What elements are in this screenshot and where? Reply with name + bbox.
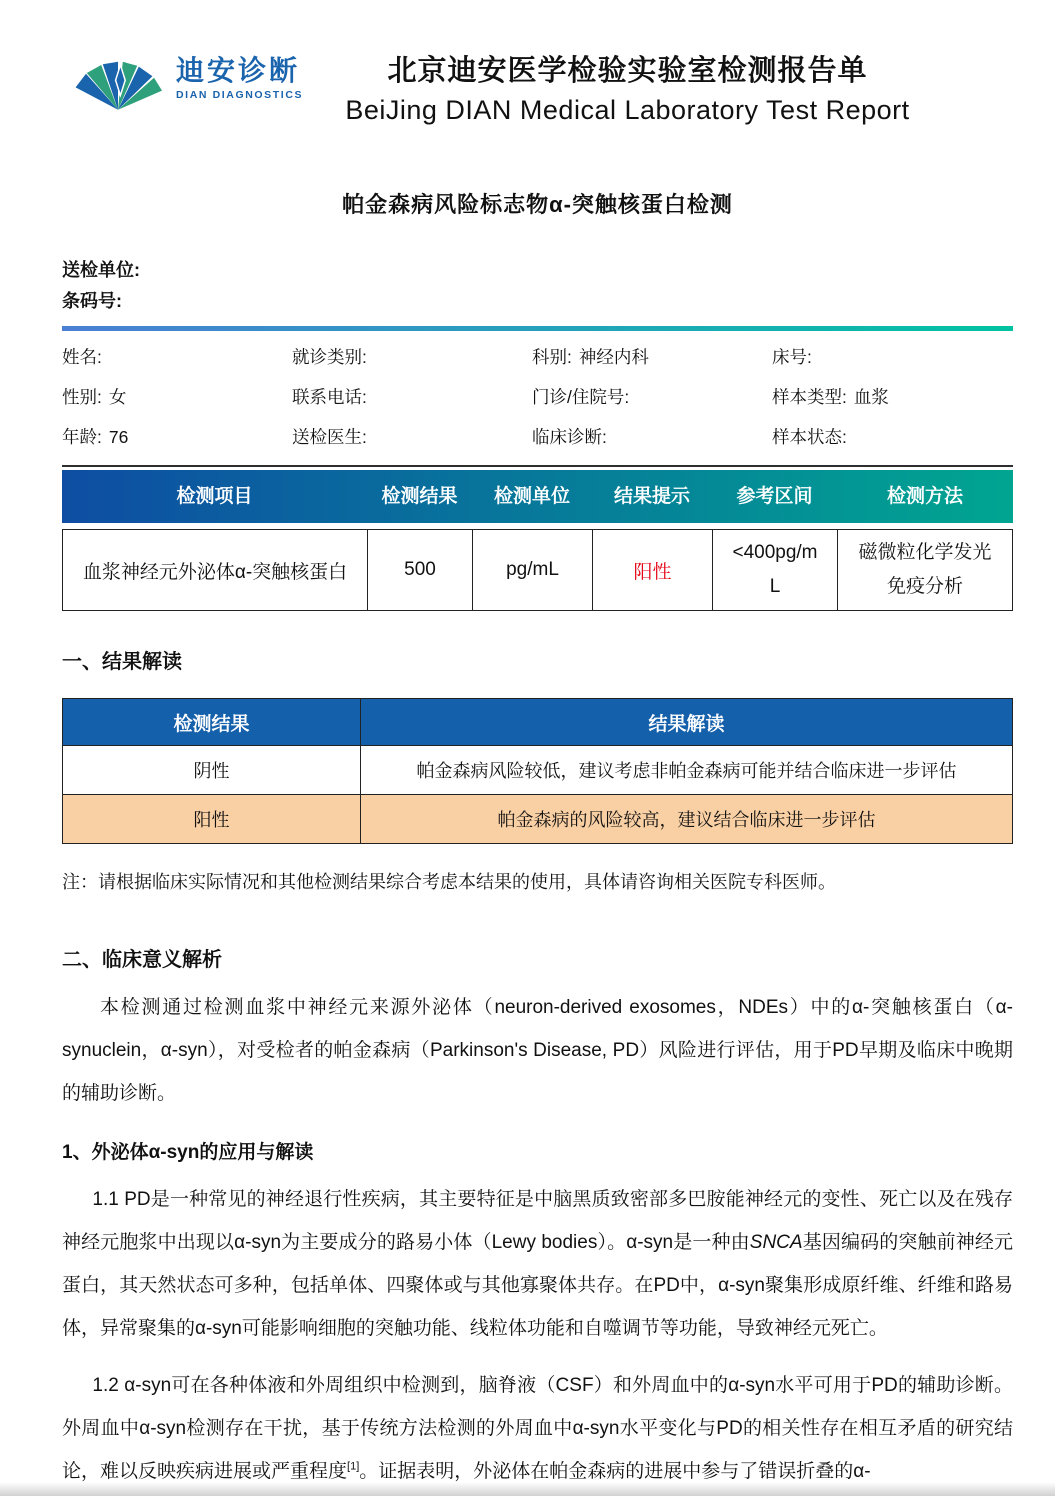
field-department: 科别: 神经内科 bbox=[532, 347, 649, 367]
field-sample-status: 样本状态: bbox=[772, 427, 847, 447]
itp-col-result: 检测结果 bbox=[63, 699, 361, 746]
meta-block bbox=[62, 255, 1013, 317]
section2-heading: 二、临床意义解析 bbox=[62, 948, 222, 971]
subsection1-heading: 1、外泌体α-syn的应用与解读 bbox=[62, 1141, 314, 1163]
result-note: 注：请根据临床实际情况和其他检测结果综合考虑本结果的使用，具体请咨询相关医院专科医师。 bbox=[62, 872, 836, 892]
section1-heading: 一、结果解读 bbox=[62, 651, 182, 673]
col-test-item: 检测项目 bbox=[176, 486, 253, 507]
field-outpatient-no: 门诊/住院号: bbox=[532, 387, 630, 407]
barcode-label: 条码号: bbox=[62, 291, 122, 311]
col-test-unit: 检测单位 bbox=[493, 486, 570, 507]
itp-text-positive: 帕金森病的风险较高，建议结合临床进一步评估 bbox=[361, 795, 1013, 844]
sender-unit-label: 送检单位: bbox=[62, 260, 140, 280]
gradient-divider bbox=[62, 326, 1013, 331]
col-result-hint: 结果提示 bbox=[613, 486, 690, 507]
result-method: 磁微粒化学发光免疫分析 bbox=[838, 530, 1013, 611]
result-unit: pg/mL bbox=[473, 530, 593, 611]
field-referring-doctor: 送检医生: bbox=[292, 427, 367, 447]
paragraph-1-2: 1.2 α-syn可在各种体液和外周组织中检测到，脑脊液（CSF）和外周血中的α-syn水平可用于PD的辅助诊断。外周血中α-syn检测存在干扰，基于传统方法检测的外周血中α-syn水平变化与PD的相关性存在相互矛盾的研究结论，难以反映疾病进展或严重程度[1]。证据表明，外泌体在帕金森病的进展中参与了错误折叠的α- bbox=[62, 1374, 1013, 1482]
result-table bbox=[62, 529, 1013, 611]
result-value: 500 bbox=[368, 530, 473, 611]
dian-fan-icon bbox=[70, 56, 166, 114]
itp-text-negative: 帕金森病风险较低，建议考虑非帕金森病可能并结合临床进一步评估 bbox=[361, 746, 1013, 795]
result-hint: 阳性 bbox=[593, 530, 713, 611]
interpretation-table bbox=[62, 698, 1013, 844]
interpretation-row-negative bbox=[63, 746, 1013, 795]
citation-1: [1] bbox=[347, 1460, 360, 1473]
result-row bbox=[63, 530, 1013, 611]
field-age: 年龄: 76 bbox=[62, 427, 129, 447]
logo-name-en: DIAN DIAGNOSTICS bbox=[176, 88, 304, 101]
report-title-en: BeiJing DIAN Medical Laboratory Test Report bbox=[345, 95, 910, 126]
gene-name-snca: SNCA bbox=[749, 1231, 803, 1253]
itp-result-positive: 阳性 bbox=[63, 795, 361, 844]
field-bed-no: 床号: bbox=[772, 347, 812, 367]
field-phone: 联系电话: bbox=[292, 387, 367, 407]
result-reference: <400pg/mL bbox=[713, 530, 838, 611]
report-header bbox=[62, 52, 1013, 162]
page-edge-shadow bbox=[0, 1482, 1055, 1496]
col-reference-range: 参考区间 bbox=[736, 486, 813, 507]
report-subtitle: 帕金森病风险标志物α-突触核蛋白检测 bbox=[342, 192, 733, 217]
col-test-method: 检测方法 bbox=[886, 486, 963, 507]
interpretation-header-row bbox=[63, 699, 1013, 746]
col-test-result: 检测结果 bbox=[381, 486, 458, 507]
report-title-cn: 北京迪安医学检验实验室检测报告单 bbox=[387, 55, 868, 87]
itp-result-negative: 阴性 bbox=[63, 746, 361, 795]
dian-logo bbox=[70, 56, 303, 114]
result-table-header bbox=[62, 470, 1013, 523]
itp-col-interpretation: 结果解读 bbox=[361, 699, 1013, 746]
paragraph-1-1: 1.1 PD是一种常见的神经退行性疾病，其主要特征是中脑黑质致密部多巴胺能神经元的变性、死亡以及在残存神经元胞浆中出现以α-syn为主要成分的路易小体（Lewy bodies）。α-syn是一种由SNCA基因编码的突触前神经元蛋白，其天然状态可多种，包括单体、四聚体或与其他寡聚体共存。在PD中，α-syn聚集形成原纤维、纤维和路易体，异常聚集的α-syn可能影响细胞的突触功能、线粒体功能和自噬调节等功能，导致神经元死亡。 bbox=[62, 1188, 1013, 1339]
field-sex: 性别: 女 bbox=[62, 387, 127, 407]
section2-intro: 本检测通过检测血浆中神经元来源外泌体（neuron-derived exosomes，NDEs）中的α-突触核蛋白（α-synuclein，α-syn），对受检者的帕金森病（Parkinson's Disease, PD）风险进行评估，用于PD早期及临床中晚期的辅助诊断。 bbox=[62, 996, 1013, 1104]
field-visit-type: 就诊类别: bbox=[292, 347, 367, 367]
interpretation-row-positive bbox=[63, 795, 1013, 844]
section-rule bbox=[62, 465, 1013, 467]
logo-name-cn: 迪安诊断 bbox=[176, 55, 301, 86]
result-item: 血浆神经元外泌体α-突触核蛋白 bbox=[63, 530, 368, 611]
field-name: 姓名: bbox=[62, 347, 102, 367]
clinical-significance-section bbox=[62, 943, 1013, 1493]
patient-info-grid bbox=[62, 337, 1013, 457]
field-sample-type: 样本类型: 血浆 bbox=[772, 387, 889, 407]
field-clinical-diagnosis: 临床诊断: bbox=[532, 427, 607, 447]
